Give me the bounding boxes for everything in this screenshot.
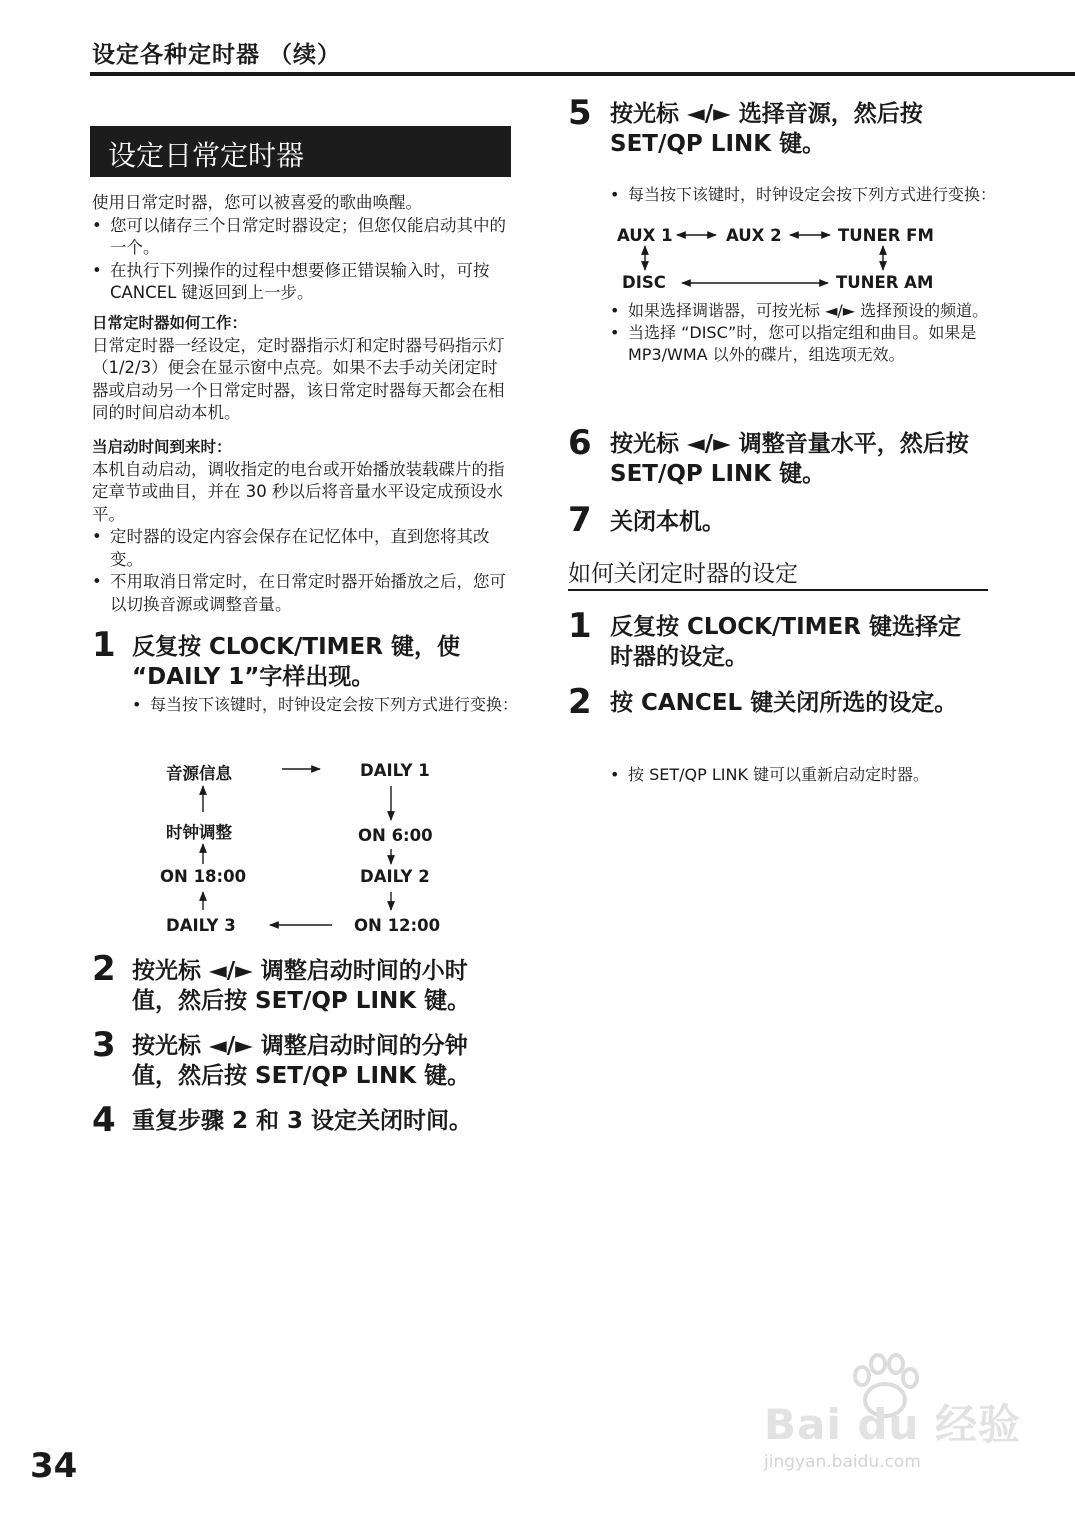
watermark-brand: Bai du 经验	[764, 1400, 1021, 1449]
cycle-label-on-1200: ON 12:00	[354, 916, 441, 935]
step-number: 5	[568, 93, 592, 133]
cycle-label-daily2: DAILY 2	[360, 867, 430, 886]
how-block	[92, 312, 512, 425]
step-text: 反复按 CLOCK/TIMER 键选择定时器的设定。	[610, 614, 961, 670]
step-number: 2	[568, 682, 592, 722]
step5-notes	[610, 300, 990, 366]
step-number: 2	[92, 949, 116, 989]
section-title: 设定日常定时器	[108, 139, 305, 172]
cancel-heading-rule	[568, 589, 988, 591]
step-note: • 当选择 “DISC”时，您可以指定组和曲目。如果是 MP3/WMA 以外的碟片，组选项无效。	[610, 322, 990, 366]
step-note: • 按 SET/QP LINK 键可以重新启动定时器。	[610, 764, 1008, 786]
step-text: 反复按 CLOCK/TIMER 键，使 “DAILY 1”字样出现。	[132, 634, 460, 690]
step-text: 关闭本机。	[610, 509, 725, 535]
when-text: 本机自动启动，调收指定的电台或开始播放装载碟片的指定章节或曲目，并在 30 秒以后将音量水平设定成预设水平。	[92, 459, 505, 524]
step-number: 1	[568, 606, 592, 646]
intro-bullet: • 您可以储存三个日常定时器设定；但您仅能启动其中的一个。	[92, 215, 512, 260]
how-text: 日常定时器一经设定，定时器指示灯和定时器号码指示灯 （1/2/3）便会在显示窗中点亮。如果不去手动关闭定时器或启动另一个日常定时器，该日常定时器每天都会在相同的时间启动本机。	[92, 335, 505, 422]
source-label-disc: DISC	[622, 273, 666, 292]
step-text: 按光标 ◄/► 调整启动时间的小时值，然后按 SET/QP LINK 键。	[132, 958, 471, 1014]
when-heading: 当启动时间到来时：	[92, 438, 232, 456]
step-note: • 如果选择调谐器，可按光标 ◄/► 选择预设的频道。	[610, 300, 990, 322]
source-arrows	[610, 222, 950, 302]
step-note: • 每当按下该键时，时钟设定会按下列方式进行变换：	[610, 184, 1008, 206]
step-text: 按 CANCEL 键关闭所选的设定。	[610, 690, 958, 716]
step-text: 按光标 ◄/► 调整启动时间的分钟值，然后按 SET/QP LINK 键。	[132, 1033, 471, 1089]
intro-block	[92, 192, 512, 305]
step-number: 4	[92, 1100, 116, 1140]
source-label-aux1: AUX 1	[617, 226, 673, 245]
page-header-title: 设定各种定时器 （续）	[92, 42, 342, 68]
watermark-url: jingyan.baidu.com	[764, 1452, 921, 1472]
source-label-aux2: AUX 2	[726, 226, 782, 245]
step-note: • 每当按下该键时，时钟设定会按下列方式进行变换：	[132, 694, 530, 716]
cancel-heading: 如何关闭定时器的设定	[568, 561, 798, 587]
cycle-label-on-1800: ON 18:00	[160, 867, 247, 886]
source-label-tuner-fm: TUNER FM	[838, 226, 934, 245]
step-number: 7	[568, 500, 592, 540]
source-label-tuner-am: TUNER AM	[836, 273, 934, 292]
when-bullet: • 不用取消日常定时，在日常定时器开始播放之后，您可以切换音源或调整音量。	[92, 571, 512, 616]
step-text: 按光标 ◄/► 调整音量水平，然后按 SET/QP LINK 键。	[610, 431, 969, 487]
how-heading: 日常定时器如何工作：	[92, 314, 248, 332]
page-number: 34	[30, 1446, 78, 1486]
step-text: 重复步骤 2 和 3 设定关闭时间。	[132, 1108, 473, 1134]
step-number: 6	[568, 423, 592, 463]
step-number: 1	[92, 625, 116, 665]
cycle-label-daily1: DAILY 1	[360, 761, 430, 780]
step-number: 3	[92, 1025, 116, 1065]
cycle-label-on-600: ON 6:00	[358, 826, 433, 845]
step-text: 按光标 ◄/► 选择音源，然后按 SET/QP LINK 键。	[610, 101, 923, 157]
when-bullet: • 定时器的设定内容会保存在记忆体中，直到您将其改变。	[92, 526, 512, 571]
header-rule	[90, 72, 1075, 76]
cycle-label-source-info: 音源信息	[166, 764, 232, 783]
intro-text: 使用日常定时器，您可以被喜爱的歌曲唤醒。	[92, 193, 422, 212]
cycle-label-daily3: DAILY 3	[166, 916, 236, 935]
when-block	[92, 436, 512, 616]
cycle-arrows	[150, 750, 460, 950]
cycle-label-clock-adjust: 时钟调整	[166, 823, 232, 842]
intro-bullet: • 在执行下列操作的过程中想要修正错误输入时，可按 CANCEL 键返回到上一步。	[92, 260, 512, 305]
